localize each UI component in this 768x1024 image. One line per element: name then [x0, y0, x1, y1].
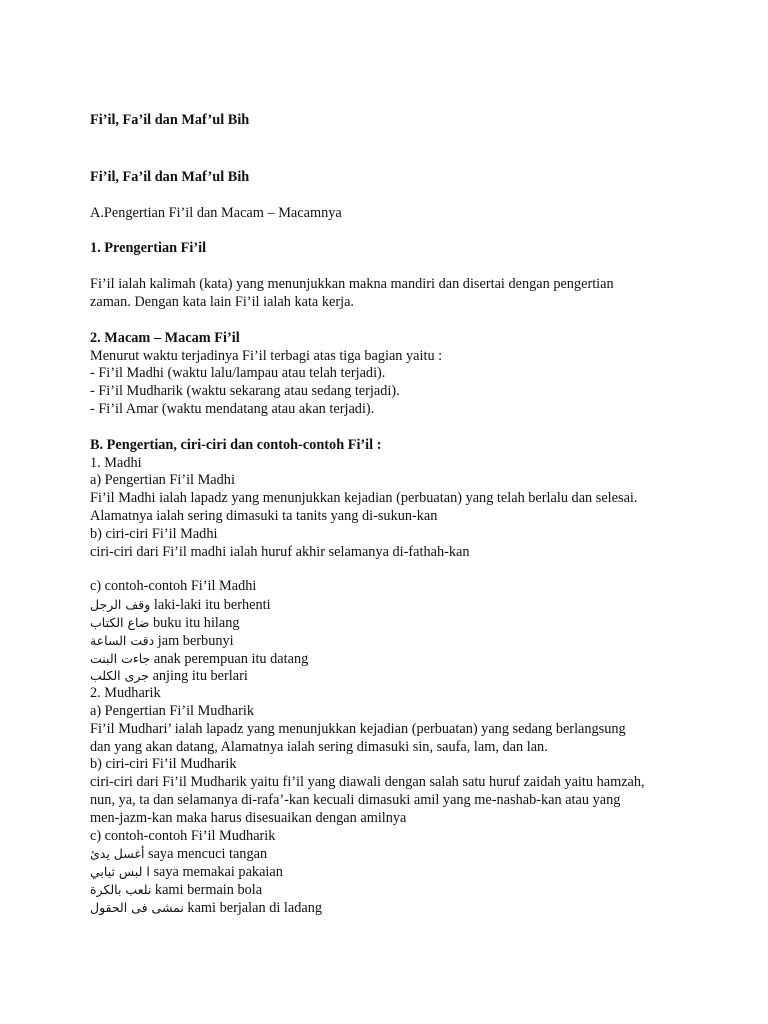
macam-item: - Fi’il Amar (waktu mendatang atau akan terjadi).: [90, 400, 375, 417]
page-title: Fi’il, Fa’il dan Maf’ul Bih: [90, 112, 250, 128]
macam-heading: 2. Macam – Macam Fi’il: [90, 329, 240, 346]
example-line: [90, 650, 690, 668]
example-line: [90, 899, 690, 917]
section-b-heading: B. Pengertian, ciri-ciri dan contoh-contoh Fi’il :: [90, 436, 382, 453]
mudharik-subheading: c) contoh-contoh Fi’il Mudharik: [90, 827, 276, 844]
arabic-example: جرى الكلب: [90, 668, 149, 684]
example-line: [90, 667, 690, 685]
madhi-subheading: c) contoh-contoh Fi’il Madhi: [90, 578, 257, 595]
mudharik-subheading: b) ciri-ciri Fi’il Mudharik: [90, 756, 237, 773]
example-meaning: anjing itu berlari: [152, 668, 248, 685]
example-meaning: anak perempuan itu datang: [153, 650, 309, 667]
macam-item: - Fi’il Madhi (waktu lalu/lampau atau telah terjadi).: [90, 365, 386, 382]
example-meaning: kami berjalan di ladang: [187, 899, 322, 916]
madhi-heading: 1. Madhi: [90, 454, 142, 471]
arabic-example: نمشى فى الحقول: [90, 899, 184, 915]
arabic-example: جاءت البنت: [90, 650, 151, 666]
macam-item: - Fi’il Mudharik (waktu sekarang atau sedang terjadi).: [90, 383, 400, 400]
pengertian-paragraph-line: zaman. Dengan kata lain Fi’il ialah kata kerja.: [90, 293, 354, 310]
mudharik-ciri-line: nun, ya, ta dan selamanya di-rafa’-kan kecuali dimasuki amil yang me-nashab-kan atau yang: [90, 791, 621, 808]
example-line: [90, 863, 690, 881]
section-a-heading: A.Pengertian Fi’il dan Macam – Macamnya: [90, 204, 342, 221]
madhi-subheading: b) ciri-ciri Fi’il Madhi: [90, 525, 218, 542]
arabic-example: وقف الرجل: [90, 597, 151, 613]
example-line: [90, 614, 690, 632]
example-meaning: jam berbunyi: [157, 632, 234, 649]
example-line: [90, 845, 690, 863]
madhi-ciri-text: ciri-ciri dari Fi’il madhi ialah huruf akhir selamanya di-fathah-kan: [90, 543, 470, 560]
example-line: [90, 881, 690, 899]
macam-intro: Menurut waktu terjadinya Fi’il terbagi atas tiga bagian yaitu :: [90, 347, 443, 364]
mudharik-heading: 2. Mudharik: [90, 685, 161, 702]
example-meaning: saya memakai pakaian: [153, 864, 283, 881]
example-line: [90, 596, 690, 614]
pengertian-paragraph-line: Fi’il ialah kalimah (kata) yang menunjukkan makna mandiri dan disertai dengan pengertian: [90, 276, 614, 293]
document-page: [90, 112, 690, 916]
mudharik-definition-line: dan yang akan datang, Alamatnya ialah sering dimasuki sin, saufa, lam, dan lan.: [90, 738, 548, 755]
pengertian-heading: 1. Prengertian Fi’il: [90, 240, 207, 257]
arabic-example: أغسل يدئ: [90, 846, 145, 862]
example-meaning: saya mencuci tangan: [148, 846, 268, 863]
arabic-example: ا لبس ثيابي: [90, 864, 150, 880]
mudharik-ciri-line: ciri-ciri dari Fi’il Mudharik yaitu fi’il yang diawali dengan salah satu huruf zaidah yaitu hamzah,: [90, 774, 645, 791]
arabic-example: ضاع الكتاب: [90, 614, 150, 630]
article-title: Fi’il, Fa’il dan Maf’ul Bih: [90, 168, 250, 185]
example-meaning: kami bermain bola: [154, 881, 263, 898]
madhi-subheading: a) Pengertian Fi’il Madhi: [90, 472, 235, 489]
arabic-example: دقت الساعة: [90, 632, 155, 648]
mudharik-definition-line: Fi’il Mudhari’ ialah lapadz yang menunjukkan kejadian (perbuatan) yang sedang berlangsung: [90, 720, 626, 737]
example-meaning: laki-laki itu berhenti: [153, 597, 271, 614]
example-meaning: buku itu hilang: [152, 614, 240, 631]
madhi-definition-line: Fi’il Madhi ialah lapadz yang menunjukkan kejadian (perbuatan) yang telah berlalu dan selesai.: [90, 490, 638, 507]
arabic-example: نلعب بالكرة: [90, 881, 152, 897]
example-line: [90, 632, 690, 650]
mudharik-ciri-line: men-jazm-kan maka harus disesuaikan dengan amilnya: [90, 809, 407, 826]
madhi-definition-line: Alamatnya ialah sering dimasuki ta tanits yang di-sukun-kan: [90, 507, 438, 524]
mudharik-subheading: a) Pengertian Fi’il Mudharik: [90, 702, 254, 719]
